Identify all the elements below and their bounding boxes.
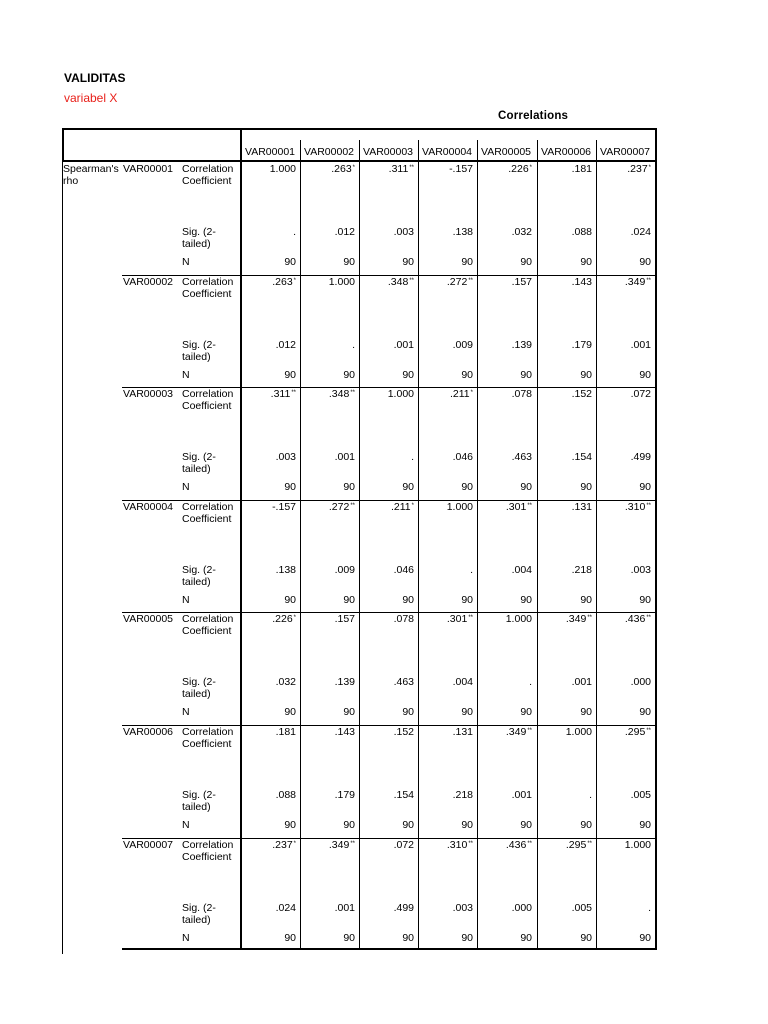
correlation-value: .295** [565, 838, 592, 851]
significance-value: .139 [511, 338, 532, 351]
column-header: VAR00004 [421, 146, 472, 158]
n-value: 90 [284, 931, 296, 944]
stat-label-n: N [182, 593, 190, 606]
stat-label-correlation: Correlation Coefficient [182, 388, 234, 413]
stat-label-correlation: Correlation Coefficient [182, 500, 234, 525]
stat-label-sig: Sig. (2-tailed) [182, 338, 216, 363]
n-value: 90 [520, 819, 532, 831]
significance-value: .032 [275, 676, 296, 689]
table-right-border [655, 128, 657, 948]
n-value: 90 [461, 931, 473, 944]
stat-label-correlation: Correlation Coefficient [182, 726, 234, 750]
stat-label-sig: Sig. (2-tailed) [182, 789, 216, 813]
significance-value: . [352, 338, 355, 351]
n-value: 90 [580, 593, 592, 606]
significance-value: .000 [511, 901, 532, 914]
column-header: VAR00007 [599, 146, 650, 158]
significance-value: . [411, 451, 414, 464]
significance-value: .463 [393, 676, 414, 689]
column-header: VAR00001 [244, 146, 295, 158]
n-value: 90 [639, 706, 651, 719]
n-value: 90 [580, 931, 592, 944]
n-value: 90 [402, 256, 414, 268]
significance-value: .032 [511, 226, 532, 238]
correlation-value: .143 [571, 275, 592, 288]
n-value: 90 [639, 931, 651, 944]
stat-label-sig: Sig. (2-tailed) [182, 563, 216, 588]
document-subtitle: variabel X [64, 91, 118, 105]
n-value: 90 [402, 706, 414, 719]
stat-label-n: N [182, 706, 190, 719]
correlation-value: .078 [393, 613, 414, 626]
significance-value: .154 [393, 789, 414, 801]
significance-value: . [589, 789, 592, 801]
column-header: VAR00006 [540, 146, 591, 158]
significance-value: .218 [571, 563, 592, 576]
correlation-value: .301** [446, 613, 473, 626]
table-left-border [62, 128, 63, 954]
n-value: 90 [402, 593, 414, 606]
significance-value: .001 [511, 789, 532, 801]
correlation-value: .152 [571, 388, 592, 401]
significance-value: .005 [571, 901, 592, 914]
significance-value: .088 [275, 789, 296, 801]
n-value: 90 [520, 368, 532, 381]
significance-value: .001 [334, 901, 355, 914]
correlation-value: .157 [334, 613, 355, 626]
significance-value: .218 [452, 789, 473, 801]
significance-value: .046 [393, 563, 414, 576]
column-header: VAR00002 [303, 146, 354, 158]
n-value: 90 [461, 706, 473, 719]
correlation-value: .072 [393, 838, 414, 851]
column-header: VAR00003 [362, 146, 413, 158]
correlation-value: .272** [446, 275, 473, 288]
n-value: 90 [284, 256, 296, 268]
n-value: 90 [639, 481, 651, 494]
n-value: 90 [461, 593, 473, 606]
significance-value: .046 [452, 451, 473, 464]
correlation-value: .311** [388, 163, 414, 175]
correlation-value: .152 [393, 726, 414, 738]
significance-value: .009 [334, 563, 355, 576]
n-value: 90 [343, 819, 355, 831]
n-value: 90 [461, 256, 473, 268]
stat-label-sig: Sig. (2-tailed) [182, 676, 216, 701]
correlation-value: .349** [565, 613, 592, 626]
correlation-value: .226* [272, 613, 296, 626]
stat-label-sig: Sig. (2-tailed) [182, 901, 216, 926]
significance-value: .005 [630, 789, 651, 801]
significance-value: .001 [393, 338, 414, 351]
method-label: Spearman's rho [63, 163, 119, 187]
row-variable-label: VAR00002 [123, 275, 174, 288]
correlation-value: 1.000 [624, 838, 651, 851]
correlation-value: .237* [627, 163, 651, 175]
stat-label-sig: Sig. (2-tailed) [182, 226, 216, 250]
n-value: 90 [461, 368, 473, 381]
correlation-value: .349** [328, 838, 355, 851]
n-value: 90 [520, 481, 532, 494]
column-header: VAR00005 [480, 146, 531, 158]
n-value: 90 [402, 819, 414, 831]
correlation-value: .226* [508, 163, 532, 175]
significance-value: .001 [334, 451, 355, 464]
n-value: 90 [580, 256, 592, 268]
significance-value: .024 [630, 226, 651, 238]
significance-value: .088 [571, 226, 592, 238]
n-value: 90 [343, 481, 355, 494]
stat-label-correlation: Correlation Coefficient [182, 163, 234, 187]
correlation-value: .263* [331, 163, 355, 175]
significance-value: .179 [334, 789, 355, 801]
significance-value: .463 [511, 451, 532, 464]
significance-value: .499 [393, 901, 414, 914]
correlation-value: .436** [505, 838, 532, 851]
significance-value: .009 [452, 338, 473, 351]
n-value: 90 [639, 256, 651, 268]
correlation-value: .348** [328, 388, 355, 401]
n-value: 90 [284, 593, 296, 606]
correlation-value: -.157 [449, 163, 473, 175]
correlation-value: 1.000 [328, 275, 355, 288]
n-value: 90 [639, 819, 651, 831]
n-value: 90 [520, 706, 532, 719]
significance-value: . [529, 676, 532, 689]
n-value: 90 [284, 368, 296, 381]
correlation-value: .211* [449, 388, 473, 401]
stat-label-n: N [182, 931, 190, 944]
significance-value: .139 [334, 676, 355, 689]
n-value: 90 [343, 931, 355, 944]
correlation-value: .181 [571, 163, 592, 175]
row-variable-label: VAR00007 [123, 838, 174, 851]
n-value: 90 [343, 256, 355, 268]
n-value: 90 [580, 481, 592, 494]
n-value: 90 [639, 368, 651, 381]
stat-label-n: N [182, 368, 190, 381]
stat-label-sig: Sig. (2-tailed) [182, 451, 216, 476]
n-value: 90 [402, 931, 414, 944]
n-value: 90 [402, 481, 414, 494]
correlation-value: .301** [505, 500, 532, 513]
significance-value: .003 [275, 451, 296, 464]
correlation-value: .272** [328, 500, 355, 513]
n-value: 90 [580, 819, 592, 831]
table-top-border [62, 128, 657, 130]
correlation-value: -.157 [272, 500, 296, 513]
correlation-value: .349** [505, 726, 532, 738]
row-variable-label: VAR00006 [123, 726, 174, 738]
correlation-value: .131 [452, 726, 473, 738]
significance-value: .499 [630, 451, 651, 464]
significance-value: .012 [334, 226, 355, 238]
correlation-value: 1.000 [505, 613, 532, 626]
correlation-value: .078 [511, 388, 532, 401]
significance-value: .138 [275, 563, 296, 576]
significance-value: . [293, 226, 296, 238]
correlation-value: .072 [630, 388, 651, 401]
table-title: Correlations [498, 110, 569, 122]
n-value: 90 [343, 706, 355, 719]
significance-value: . [648, 901, 651, 914]
correlation-value: .263* [272, 275, 296, 288]
significance-value: .003 [393, 226, 414, 238]
correlation-value: .131 [571, 500, 592, 513]
stat-label-correlation: Correlation Coefficient [182, 838, 234, 863]
correlation-value: .310** [446, 838, 473, 851]
n-value: 90 [284, 481, 296, 494]
significance-value: .179 [571, 338, 592, 351]
correlation-value: .157 [511, 275, 532, 288]
correlation-value: .295** [624, 726, 651, 738]
significance-value: .138 [452, 226, 473, 238]
significance-value: .003 [452, 901, 473, 914]
significance-value: .003 [630, 563, 651, 576]
correlation-value: 1.000 [565, 726, 592, 738]
significance-value: .004 [511, 563, 532, 576]
correlation-value: .181 [275, 726, 296, 738]
n-value: 90 [520, 256, 532, 268]
significance-value: .024 [275, 901, 296, 914]
n-value: 90 [402, 368, 414, 381]
significance-value: .000 [630, 676, 651, 689]
correlation-value: .436** [624, 613, 651, 626]
document-title: VALIDITAS [64, 71, 126, 85]
stat-label-n: N [182, 481, 190, 494]
n-value: 90 [343, 368, 355, 381]
significance-value: .154 [571, 451, 592, 464]
significance-value: . [470, 563, 473, 576]
correlation-value: .311** [270, 388, 296, 401]
row-variable-label: VAR00005 [123, 613, 174, 626]
correlation-value: 1.000 [387, 388, 414, 401]
stat-label-correlation: Correlation Coefficient [182, 275, 234, 300]
stat-label-correlation: Correlation Coefficient [182, 613, 234, 638]
row-variable-label: VAR00003 [123, 388, 174, 401]
n-value: 90 [580, 706, 592, 719]
correlation-value: .348** [387, 275, 414, 288]
table-bottom-border [122, 948, 657, 950]
row-variable-label: VAR00004 [123, 500, 174, 513]
correlation-value: .143 [334, 726, 355, 738]
correlation-value: .349** [624, 275, 651, 288]
n-value: 90 [639, 593, 651, 606]
correlation-value: .211* [390, 500, 414, 513]
n-value: 90 [520, 593, 532, 606]
correlation-value: 1.000 [269, 163, 296, 175]
stat-label-n: N [182, 819, 190, 831]
row-variable-label: VAR00001 [123, 163, 174, 175]
n-value: 90 [284, 706, 296, 719]
n-value: 90 [580, 368, 592, 381]
correlation-value: .310** [624, 500, 651, 513]
correlation-value: .237* [272, 838, 296, 851]
n-value: 90 [343, 593, 355, 606]
n-value: 90 [284, 819, 296, 831]
n-value: 90 [520, 931, 532, 944]
significance-value: .012 [275, 338, 296, 351]
significance-value: .001 [630, 338, 651, 351]
n-value: 90 [461, 819, 473, 831]
correlation-value: 1.000 [446, 500, 473, 513]
significance-value: .001 [571, 676, 592, 689]
stat-label-n: N [182, 256, 190, 268]
significance-value: .004 [452, 676, 473, 689]
n-value: 90 [461, 481, 473, 494]
